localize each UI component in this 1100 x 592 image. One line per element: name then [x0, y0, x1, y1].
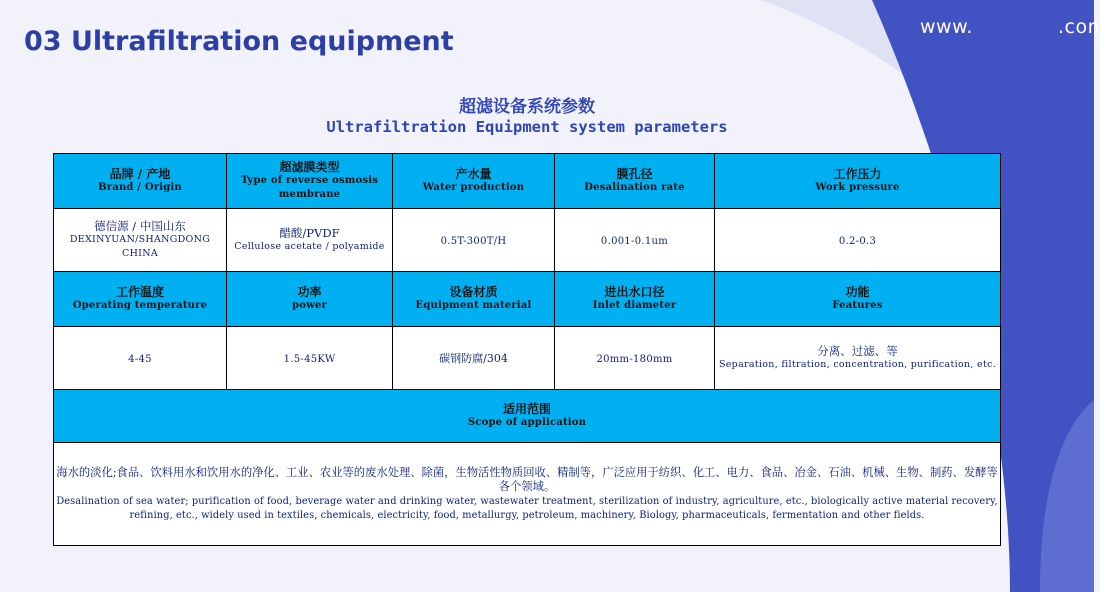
value-cell-features: 分离、过滤、等 Separation, filtration, concentration, purification, etc.	[715, 327, 1001, 390]
table-row	[54, 209, 1001, 272]
value-cell-inlet-diameter: 20mm-180mm	[555, 327, 715, 390]
header-cell-brand: 品牌 / 产地 Brand / Origin	[54, 154, 227, 209]
header-cell-inlet-diameter: 进出水口径 Inlet diameter	[555, 272, 715, 327]
value-cell-brand: 德信源 / 中国山东 DEXINYUAN/SHANGDONG CHINA	[54, 209, 227, 272]
header-cell-scope: 适用范围 Scope of application	[54, 390, 1001, 443]
scope-text-en: Desalination of sea water; purification of food, beverage water and drinking water, wastewater treatment, sterilization of industry, agriculture, etc., biologically active material recovery, refining, etc., widely used in textiles, chemicals, electricity, food, metallurgy, petroleum, machinery, Biology, pharmaceuticals, fermentation and other fields.	[56, 495, 998, 521]
value-cell-equipment-material: 碳钢防腐/304	[393, 327, 555, 390]
table-title-cn: 超滤设备系统参数	[459, 97, 595, 117]
table-row	[54, 327, 1001, 390]
website-suffix: .con	[1058, 16, 1100, 38]
value-cell-pore-size: 0.001-0.1um	[555, 209, 715, 272]
scope-body-cell	[54, 443, 1001, 546]
header-cell-work-pressure: 工作压力 Work pressure	[715, 154, 1001, 209]
parameters-table	[53, 153, 1001, 546]
table-header-row	[54, 272, 1001, 327]
value-cell-membrane-type: 醋酸/PVDF Cellulose acetate / polyamide	[227, 209, 393, 272]
value-cell-power: 1.5-45KW	[227, 327, 393, 390]
value-cell-operating-temperature: 4-45	[54, 327, 227, 390]
table-title-en: Ultrafiltration Equipment system parameters	[326, 118, 728, 136]
value-cell-work-pressure: 0.2-0.3	[715, 209, 1001, 272]
header-cell-features: 功能 Features	[715, 272, 1001, 327]
header-cell-equipment-material: 设备材质 Equipment material	[393, 272, 555, 327]
header-cell-membrane-type: 超滤膜类型 Type of reverse osmosis membrane	[227, 154, 393, 209]
value-cell-water-production: 0.5T-300T/H	[393, 209, 555, 272]
scope-body-row	[54, 443, 1001, 546]
header-cell-operating-temperature: 工作温度 Operating temperature	[54, 272, 227, 327]
website-prefix: www.	[920, 16, 973, 38]
scope-header-row	[54, 390, 1001, 443]
header-cell-power: 功率 power	[227, 272, 393, 327]
header-cell-water-production: 产水量 Water production	[393, 154, 555, 209]
slide-title: 03 Ultrafiltration equipment	[24, 26, 454, 57]
header-cell-pore-size: 膜孔径 Desalination rate	[555, 154, 715, 209]
table-header-row	[54, 154, 1001, 209]
scope-text-cn: 海水的淡化;食品、饮料用水和饮用水的净化、工业、农业等的废水处理、除菌，生物活性物质回收、精制等，广泛应用于纺织、化工、电力、食品、冶金、石油、机械、生物、制药、发酵等各个领域。	[56, 465, 998, 493]
